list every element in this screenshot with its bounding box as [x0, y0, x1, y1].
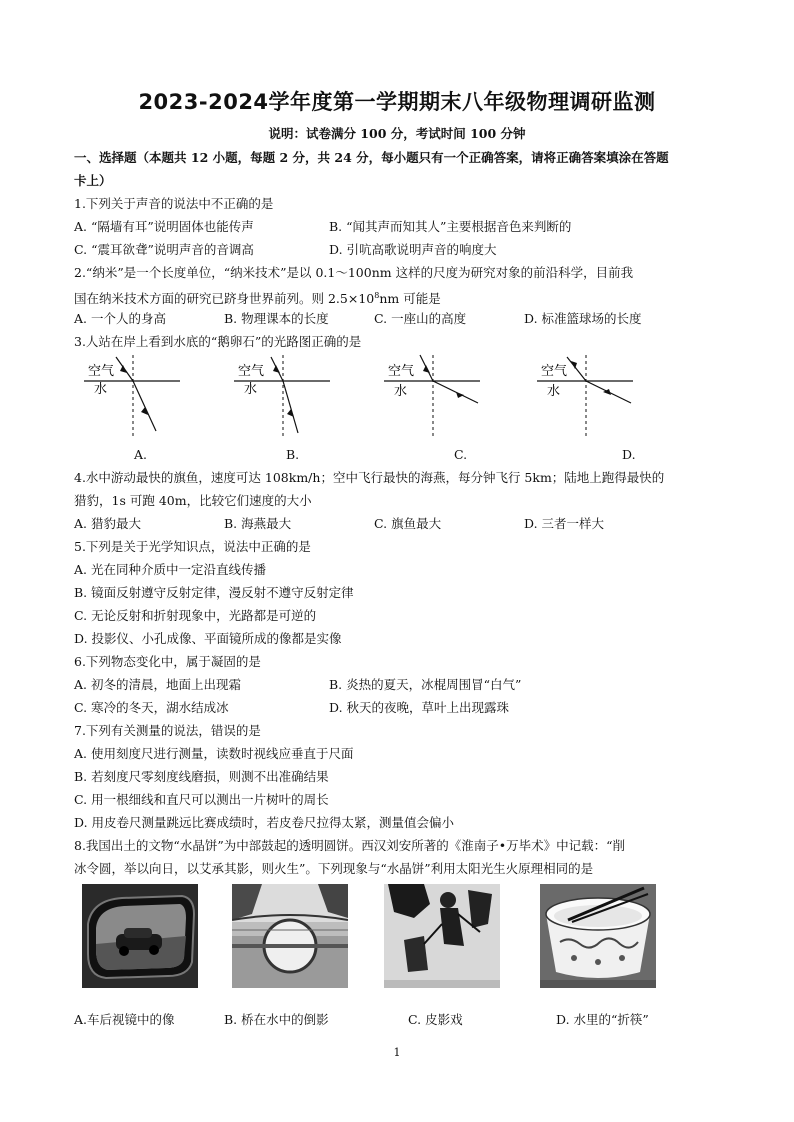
water-label: 水 — [244, 382, 258, 397]
question-1-options-ab — [74, 215, 724, 238]
question-8-option-d: D. 水里的“折筷” — [556, 1012, 649, 1027]
question-1-stem: 1.下列关于声音的说法中不正确的是 — [74, 196, 274, 211]
question-8-option-a: A.车后视镜中的像 — [74, 1012, 175, 1027]
question-6-stem: 6.下列物态变化中，属于凝固的是 — [74, 654, 261, 669]
question-8-option-c: C. 皮影戏 — [408, 1012, 463, 1027]
water-label: 水 — [547, 384, 561, 399]
question-1-option-d: D. 引吭高歌说明声音的响度大 — [329, 242, 497, 257]
question-4-stem-1: 4.水中游动最快的旗鱼，速度可达 108km/h；空中飞行最快的海燕，每分钟飞行 5km；陆地上跑得最快的 — [74, 470, 665, 485]
air-label: 空气 — [238, 364, 265, 379]
question-7-option-b: B. 若刻度尺零刻度线磨损，则测不出准确结果 — [74, 769, 329, 784]
page-number: 1 — [393, 1046, 401, 1059]
question-7-option-d: D. 用皮卷尺测量跳远比赛成绩时，若皮卷尺拉得太紧，测量值会偏小 — [74, 815, 455, 830]
question-1-option-c: C. “震耳欲聋”说明声音的音调高 — [74, 242, 254, 257]
question-3-option-letters — [74, 443, 724, 466]
question-1-options-cd — [74, 238, 724, 261]
shadow-puppet-photo — [384, 884, 500, 988]
section-title: 一、选择题 — [74, 150, 137, 165]
rearview-mirror-photo — [82, 884, 198, 988]
question-7-option-a: A. 使用刻度尺进行测量，读数时视线应垂直于尺面 — [74, 746, 354, 761]
ray-diagram-a — [76, 353, 186, 441]
question-6-options-ab — [74, 673, 724, 696]
question-6-option-c: C. 寒冷的冬天，湖水结成冰 — [74, 700, 229, 715]
question-2-stem-2 — [74, 284, 724, 307]
question-8-option-b: B. 桥在水中的倒影 — [224, 1012, 329, 1027]
question-7-option-c: C. 用一根细线和直尺可以测出一片树叶的周长 — [74, 792, 329, 807]
question-3-option-b: B. — [286, 447, 300, 462]
question-4-option-a: A. 猎豹最大 — [74, 516, 141, 531]
ray-diagram-b — [226, 353, 336, 441]
question-5-option-c: C. 无论反射和折射现象中，光路都是可逆的 — [74, 608, 317, 623]
question-2-stem-2-pre: 国在纳米技术方面的研究已跻身世界前列。则 2.5×10 — [74, 291, 375, 307]
question-5-stem: 5.下列是关于光学知识点，说法中正确的是 — [74, 539, 311, 554]
section-instruction-2: 卡上） — [74, 173, 112, 188]
question-2-option-d: D. 标准篮球场的长度 — [524, 311, 642, 326]
question-8-photos — [74, 880, 724, 1008]
question-1-option-b: B. “闻其声而知其人”主要根据音色来判断的 — [329, 219, 572, 234]
question-3-option-c: C. — [454, 447, 468, 462]
water-label: 水 — [94, 382, 108, 397]
bridge-reflection-photo — [232, 884, 348, 988]
air-label: 空气 — [388, 364, 415, 379]
question-2-option-b: B. 物理课本的长度 — [224, 311, 329, 326]
question-6-option-d: D. 秋天的夜晚，草叶上出现露珠 — [329, 700, 510, 715]
question-2-stem-2-post: nm 可能是 — [379, 291, 441, 307]
air-label: 空气 — [88, 364, 115, 379]
ray-diagram-d — [529, 353, 639, 441]
question-6-option-a: A. 初冬的清晨，地面上出现霜 — [74, 677, 241, 692]
question-3-stem: 3.人站在岸上看到水底的“鹅卵石”的光路图正确的是 — [74, 334, 362, 349]
question-4-stem-2: 猎豹，1s 可跑 40m，比较它们速度的大小 — [74, 493, 312, 508]
question-5-option-d: D. 投影仪、小孔成像、平面镜所成的像都是实像 — [74, 631, 342, 646]
question-8-stem-2: 冰令圆，举以向日，以艾承其影，则火生”。下列现象与“水晶饼”利用太阳光生火原理相同的是 — [74, 861, 594, 876]
question-3-option-d: D. — [622, 447, 636, 462]
exam-content — [74, 146, 724, 1031]
question-2-option-c: C. 一座山的高度 — [374, 311, 467, 326]
question-4-option-c: C. 旗鱼最大 — [374, 516, 442, 531]
question-6-options-cd — [74, 696, 724, 719]
question-5-option-b: B. 镜面反射遵守反射定律，漫反射不遵守反射定律 — [74, 585, 354, 600]
question-3-diagrams — [74, 353, 724, 443]
exam-instructions: 说明：试卷满分 100 分，考试时间 100 分钟 — [268, 126, 526, 141]
question-6-option-b: B. 炎热的夏天，冰棍周围冒“白气” — [329, 677, 522, 692]
question-4-option-d: D. 三者一样大 — [524, 516, 605, 531]
question-8-option-labels — [74, 1008, 724, 1031]
bent-chopsticks-photo — [540, 884, 656, 988]
section-instruction-1: （本题共 12 小题，每题 2 分，共 24 分，每小题只有一个正确答案，请将正确答案填涂在答题 — [136, 150, 669, 165]
question-8-stem-1: 8.我国出土的文物“水晶饼”为中部鼓起的透明圆饼。西汉刘安所著的《淮南子•万毕术》中记载：“削 — [74, 838, 625, 853]
question-5-option-a: A. 光在同种介质中一定沿直线传播 — [74, 562, 266, 577]
question-2-options — [74, 307, 724, 330]
question-3-option-a: A. — [134, 447, 148, 462]
air-label: 空气 — [541, 364, 568, 379]
question-4-options — [74, 512, 724, 535]
question-1-option-a: A. “隔墙有耳”说明固体也能传声 — [74, 219, 254, 234]
page-title: 2023-2024学年度第一学期期末八年级物理调研监测 — [138, 90, 656, 114]
question-7-stem: 7.下列有关测量的说法，错误的是 — [74, 723, 261, 738]
water-label: 水 — [394, 384, 408, 399]
section-heading — [74, 146, 724, 169]
ray-diagram-c — [376, 353, 486, 441]
question-2-exponent: 8 — [374, 291, 380, 300]
question-4-option-b: B. 海燕最大 — [224, 516, 292, 531]
question-2-stem-1: 2.“纳米”是一个长度单位，“纳米技术”是以 0.1～100nm 这样的尺度为研究对象的前沿科学，目前我 — [74, 265, 634, 280]
question-2-option-a: A. 一个人的身高 — [74, 311, 166, 326]
